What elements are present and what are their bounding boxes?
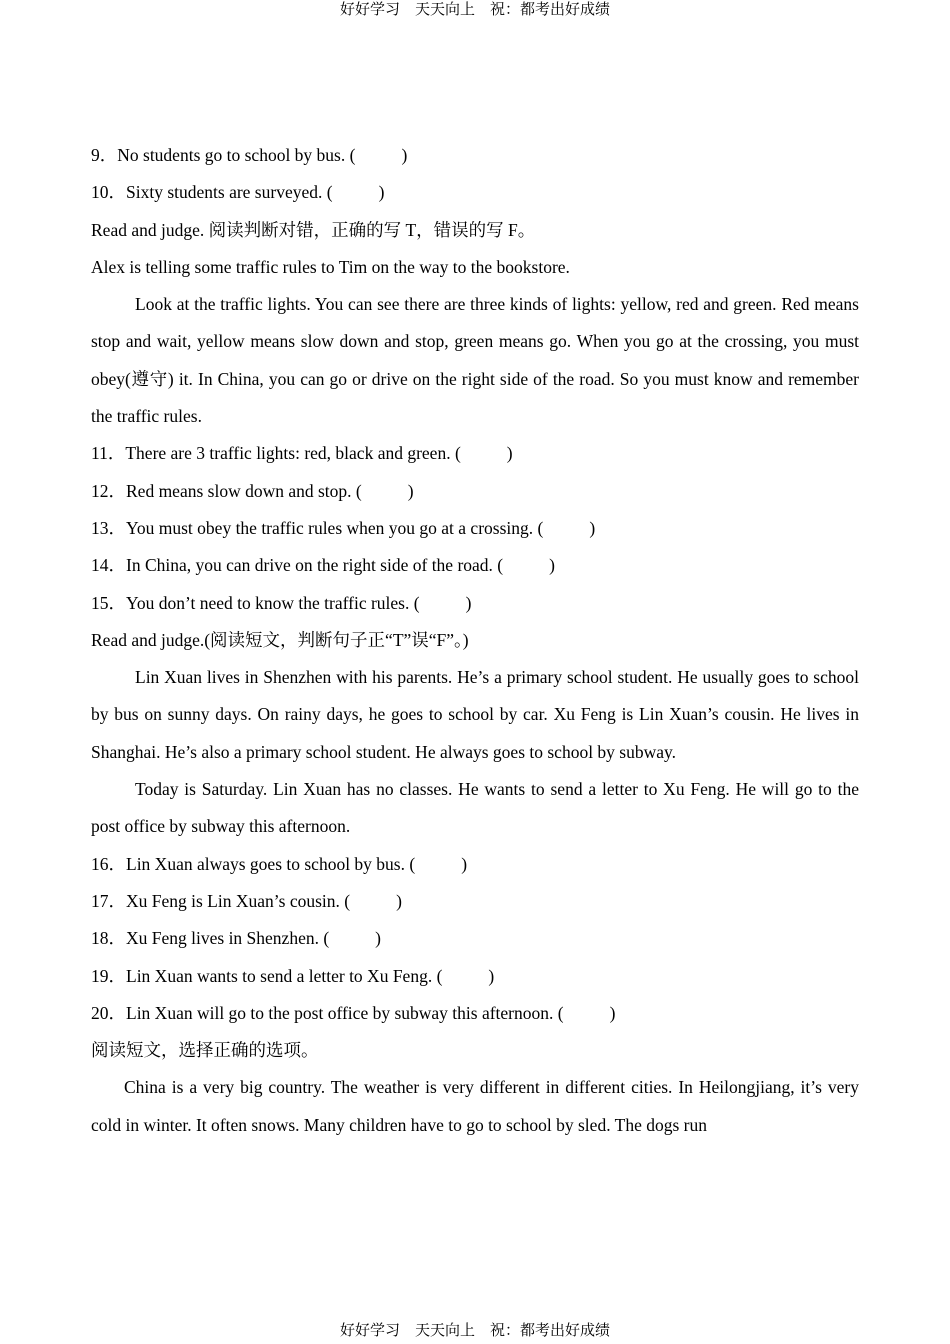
- question-number: 17．: [91, 890, 126, 911]
- answer-close: ): [488, 965, 495, 986]
- section-b-passage: Look at the traffic lights. You can see there are three kinds of lights: yellow, red and green. Red means stop and wait, yellow means slow down and stop, green means go. When you go at the crossing, you must obey(遵守) it. In China, you can go or drive on the right side of the road. So you must know and remember the traffic rules.: [91, 294, 859, 427]
- answer-close: ): [396, 890, 402, 911]
- question-number: 15．: [91, 592, 126, 613]
- answer-close: ): [609, 1002, 616, 1023]
- question-18: [91, 920, 859, 957]
- answer-close: ): [465, 592, 472, 613]
- question-number: 18．: [91, 928, 126, 949]
- answer-close: ): [549, 555, 555, 576]
- question-10: [91, 174, 859, 211]
- question-number: 9．: [91, 145, 118, 165]
- question-number: 20．: [91, 1002, 126, 1023]
- question-number: 13．: [91, 517, 126, 538]
- answer-close: ): [401, 145, 408, 165]
- section-b-instruction: Read and judge. 阅读判断对错，正确的写 T，错误的写 F。: [91, 219, 536, 240]
- answer-close: ): [375, 928, 381, 949]
- section-c-instruction: Read and judge.(阅读短文，判断句子正“T”误“F”。): [91, 629, 469, 650]
- question-text: No students go to school by bus. (: [117, 145, 356, 165]
- question-text: Lin Xuan wants to send a letter to Xu Feng. (: [126, 965, 443, 986]
- question-number: 14．: [91, 555, 126, 576]
- question-9: [91, 137, 859, 174]
- running-header: 好好学习 天天向上 祝：都考出好成绩: [339, 0, 610, 18]
- question-number: 10．: [91, 182, 126, 203]
- section-d-passage: China is a very big country. The weather is very different in different cities. In Heilongjiang, it’s very cold in winter. It often snows. Many children have to go to school by sled. The dogs run: [91, 1077, 859, 1135]
- question-text: You don’t need to know the traffic rules. (: [126, 592, 420, 613]
- question-number: 12．: [91, 480, 126, 501]
- question-number: 16．: [91, 853, 126, 874]
- question-text: Xu Feng is Lin Xuan’s cousin. (: [126, 890, 351, 911]
- section-c-passage-2: Today is Saturday. Lin Xuan has no classes. He wants to send a letter to Xu Feng. He will go to the post office by subway this afternoon.: [91, 779, 859, 837]
- question-text: Xu Feng lives in Shenzhen. (: [126, 928, 330, 949]
- question-15: [91, 585, 859, 622]
- question-12: [91, 473, 859, 510]
- section-c-passage-1: Lin Xuan lives in Shenzhen with his parents. He’s a primary school student. He usually goes to school by bus on sunny days. On rainy days, he goes to school by car. Xu Feng is Lin Xuan’s cousin. He lives in Shanghai. He’s also a primary school student. He always goes to school by subway.: [91, 667, 859, 762]
- answer-close: ): [378, 182, 385, 203]
- question-text: Red means slow down and stop. (: [126, 480, 362, 501]
- answer-close: ): [589, 517, 596, 538]
- question-number: 19．: [91, 965, 126, 986]
- answer-close: ): [407, 480, 414, 501]
- question-16: [91, 846, 859, 883]
- question-number: 11．: [91, 443, 126, 464]
- question-14: [91, 547, 859, 584]
- question-text: You must obey the traffic rules when you go at a crossing. (: [126, 517, 544, 538]
- question-text: Sixty students are surveyed. (: [126, 182, 333, 203]
- question-17: [91, 883, 859, 920]
- answer-close: ): [461, 853, 468, 874]
- running-footer: 好好学习 天天向上 祝：都考出好成绩: [339, 1321, 610, 1339]
- question-text: There are 3 traffic lights: red, black and green. (: [125, 443, 461, 464]
- section-b-intro: Alex is telling some traffic rules to Tim on the way to the bookstore.: [91, 256, 570, 277]
- question-text: Lin Xuan will go to the post office by subway this afternoon. (: [126, 1002, 564, 1023]
- document-body: [91, 137, 859, 1144]
- section-d-instruction: 阅读短文，选择正确的选项。: [91, 1040, 319, 1061]
- question-11: [91, 435, 859, 472]
- question-20: [91, 995, 859, 1032]
- question-text: Lin Xuan always goes to school by bus. (: [126, 853, 416, 874]
- answer-close: ): [506, 443, 513, 464]
- question-19: [91, 958, 859, 995]
- question-13: [91, 510, 859, 547]
- question-text: In China, you can drive on the right side of the road. (: [126, 555, 504, 576]
